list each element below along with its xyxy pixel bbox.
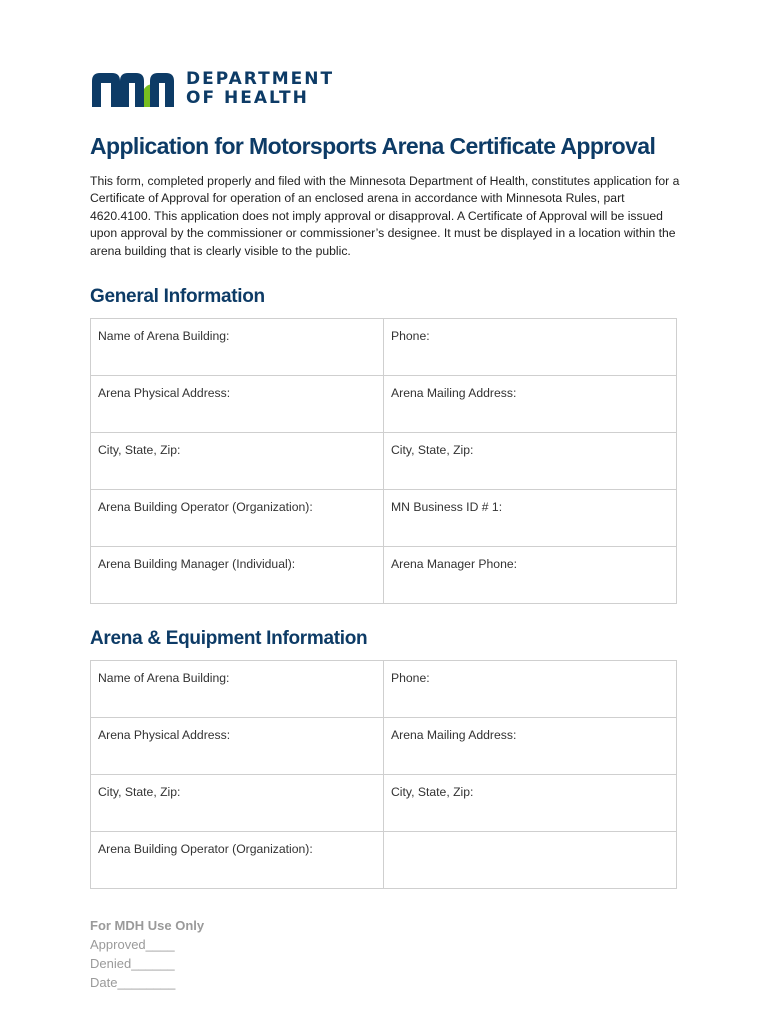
- mailing-city-state-zip-field[interactable]: City, State, Zip:: [384, 433, 677, 490]
- approved-line: Approved____: [90, 937, 175, 952]
- mdh-logo: [90, 68, 334, 110]
- equipment-mailing-address-field[interactable]: Arena Mailing Address:: [384, 718, 677, 775]
- phone-field[interactable]: Phone:: [384, 319, 677, 376]
- mdh-use-only-block: [90, 916, 204, 992]
- arena-mailing-address-field[interactable]: Arena Mailing Address:: [384, 376, 677, 433]
- logo-text: [186, 70, 334, 108]
- table-row: [91, 718, 677, 775]
- manager-phone-field[interactable]: Arena Manager Phone:: [384, 547, 677, 604]
- building-operator-field[interactable]: Arena Building Operator (Organization):: [91, 490, 384, 547]
- physical-city-state-zip-field[interactable]: City, State, Zip:: [91, 433, 384, 490]
- building-manager-field[interactable]: Arena Building Manager (Individual):: [91, 547, 384, 604]
- table-row: [91, 832, 677, 889]
- date-line: Date________: [90, 975, 176, 990]
- denied-line: Denied______: [90, 956, 175, 971]
- equipment-name-of-arena-field[interactable]: Name of Arena Building:: [91, 661, 384, 718]
- table-row: [91, 661, 677, 718]
- name-of-arena-field[interactable]: Name of Arena Building:: [91, 319, 384, 376]
- table-row: [91, 547, 677, 604]
- empty-field[interactable]: [384, 832, 677, 889]
- table-row: [91, 433, 677, 490]
- table-row: [91, 775, 677, 832]
- general-information-heading: General Information: [90, 286, 265, 307]
- equipment-phone-field[interactable]: Phone:: [384, 661, 677, 718]
- equipment-mailing-city-field[interactable]: City, State, Zip:: [384, 775, 677, 832]
- table-row: [91, 319, 677, 376]
- mn-business-id-field[interactable]: MN Business ID # 1:: [384, 490, 677, 547]
- mdh-use-only-heading: For MDH Use Only: [90, 918, 205, 933]
- table-row: [91, 376, 677, 433]
- page-title: Application for Motorsports Arena Certificate Approval: [90, 133, 656, 159]
- general-information-table: [90, 318, 677, 604]
- equipment-physical-address-field[interactable]: Arena Physical Address:: [91, 718, 384, 775]
- logo-line-1: DEPARTMENT: [186, 69, 335, 89]
- arena-physical-address-field[interactable]: Arena Physical Address:: [91, 376, 384, 433]
- arena-equipment-heading: Arena & Equipment Information: [90, 628, 368, 649]
- logo-line-2: OF HEALTH: [186, 88, 309, 108]
- mn-logo-icon: [90, 69, 178, 109]
- equipment-building-operator-field[interactable]: Arena Building Operator (Organization):: [91, 832, 384, 889]
- arena-equipment-table: [90, 660, 677, 889]
- equipment-physical-city-field[interactable]: City, State, Zip:: [91, 775, 384, 832]
- table-row: [91, 490, 677, 547]
- intro-paragraph: This form, completed properly and filed with the Minnesota Department of Health, constitutes application for a Certificate of Approval for operation of an enclosed arena in accordance with Minnesota Rules, part 4620.4100. This application does not imply approval or disapproval. A Certificate of Approval will be issued upon approval by the commissioner or commissioner’s designee. It must be displayed in a location within the arena building that is clearly visible to the public.: [90, 174, 680, 258]
